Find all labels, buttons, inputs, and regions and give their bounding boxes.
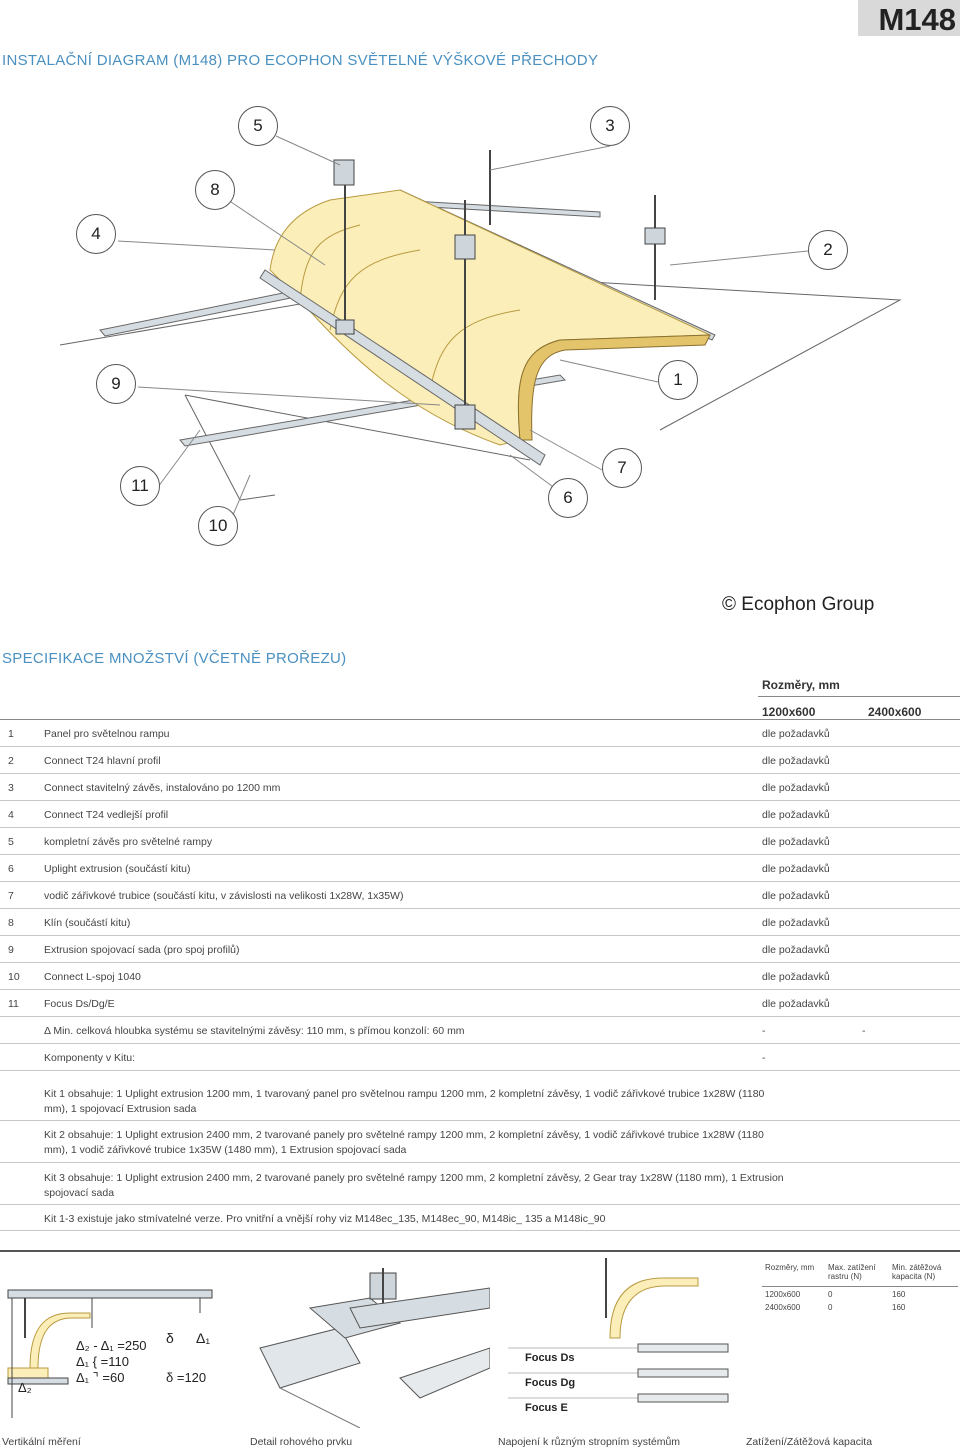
corner-detail-drawing	[250, 1268, 490, 1428]
row-value-1200: dle požadavků	[762, 782, 830, 794]
row-value-1200: -	[762, 1025, 766, 1037]
row-description: Uplight extrusion (součástí kitu)	[44, 863, 191, 875]
row-number: 1	[8, 728, 14, 740]
row-number: 8	[8, 917, 14, 929]
dimensions-header: Rozměry, mm	[762, 678, 840, 692]
row-value-1200: dle požadavků	[762, 728, 830, 740]
table-row	[0, 828, 960, 855]
callout-4: 4	[76, 214, 116, 254]
row-number: 2	[8, 755, 14, 767]
load-row-2-dim: 2400x600	[765, 1303, 801, 1312]
callout-1: 1	[658, 360, 698, 400]
delta-2-label: Δ₂	[18, 1380, 32, 1395]
table-row	[0, 747, 960, 774]
row-number: 9	[8, 944, 14, 956]
table-row	[0, 909, 960, 936]
column-header-1200x600: 1200x600	[762, 705, 816, 719]
row-number: 3	[8, 782, 14, 794]
row-value-1200: dle požadavků	[762, 755, 830, 767]
kit-1-description: Kit 1 obsahuje: 1 Uplight extrusion 1200 mm, 1 tvarovaný panel pro světelnou rampu 1200 mm, 2 kompletní závěsy, 1 vodič zářivkové trubice 1x28W (1180 mm), 1 spojovací Extrusion sada	[44, 1088, 765, 1115]
kit-divider	[0, 1162, 960, 1163]
load-row-1-min: 160	[892, 1290, 906, 1299]
row-description: Extrusion spojovací sada (pro spoj profilů)	[44, 944, 240, 956]
installation-diagram	[0, 80, 960, 640]
kit-3-description: Kit 3 obsahuje: 1 Uplight extrusion 2400 mm, 2 tvarované panely pro světelné rampy 1200 mm, 2 kompletní závěsy, 2 Gear tray 1x28W (1180 mm), 1 Extrusion spojovací sada	[44, 1172, 784, 1199]
light-ramp-panel	[260, 190, 710, 465]
row-value-1200: dle požadavků	[762, 863, 830, 875]
callout-3: 3	[590, 106, 630, 146]
row-value-2400: -	[862, 1025, 866, 1037]
row-description: Klín (součástí kitu)	[44, 917, 131, 929]
row-number: 6	[8, 863, 14, 875]
copyright-notice: © Ecophon Group	[722, 594, 875, 615]
callout-5: 5	[238, 106, 278, 146]
caption-corner-detail: Detail rohového prvku	[250, 1436, 353, 1448]
row-number: 10	[8, 971, 20, 983]
table-row	[0, 1044, 960, 1071]
row-number: 4	[8, 809, 14, 821]
focus-e-label: Focus E	[525, 1402, 568, 1414]
row-value-1200: dle požadavků	[762, 917, 830, 929]
kit-divider	[0, 1204, 960, 1205]
row-description: kompletní závěs pro světelné rampy	[44, 836, 213, 848]
caption-vertical-measurement: Vertikální měření	[2, 1436, 81, 1448]
delta-difference-equation: Δ₂ - Δ₁ =250	[76, 1338, 147, 1353]
focus-ds-label: Focus Ds	[525, 1352, 575, 1364]
callout-6: 6	[548, 478, 588, 518]
kit-2-description: Kit 2 obsahuje: 1 Uplight extrusion 2400 mm, 2 tvarované panely pro světelné rampy 1200 mm, 2 kompletní závěsy, 1 vodič zářivkové trubice 1x28W (1180 mm), 1 vodič zářivkové trubice 1x35W (1480 mm), 1 Extrusion spojovací sada	[44, 1129, 764, 1156]
row-value-1200: dle požadavků	[762, 836, 830, 848]
table-row	[0, 936, 960, 963]
load-header-dimensions: Rozměry, mm	[765, 1263, 815, 1272]
callout-2: 2	[808, 230, 848, 270]
row-description: Focus Ds/Dg/E	[44, 998, 115, 1010]
caption-load-capacity: Zatížení/Zátěžová kapacita	[746, 1436, 873, 1448]
callout-11: 11	[120, 466, 160, 506]
row-description: Connect stavitelný závěs, instalováno po 1200 mm	[44, 782, 281, 794]
row-value-1200: -	[762, 1052, 766, 1064]
callout-7: 7	[602, 448, 642, 488]
delta-small-label: δ	[166, 1330, 174, 1346]
row-description: Connect L-spoj 1040	[44, 971, 141, 983]
table-row	[0, 720, 960, 747]
delta-110-equation: Δ₁ { =110	[76, 1354, 129, 1369]
table-row	[0, 990, 960, 1017]
table-row	[0, 801, 960, 828]
load-header-max: Max. zatížení rastru (N)	[828, 1263, 876, 1281]
delta-1-label: Δ₁	[196, 1330, 211, 1346]
row-value-1200: dle požadavků	[762, 998, 830, 1010]
callout-10: 10	[198, 506, 238, 546]
bottom-section-rule	[0, 1250, 960, 1252]
load-row-2-min: 160	[892, 1303, 906, 1312]
load-row-1-max: 0	[828, 1290, 833, 1299]
table-row	[0, 855, 960, 882]
delta-60-equation: Δ₁ ⌝ =60	[76, 1370, 125, 1385]
row-description: Δ Min. celková hloubka systému se stavitelnými závěsy: 110 mm, s přímou konzolí: 60 mm	[44, 1025, 465, 1037]
table-row	[0, 963, 960, 990]
focus-dg-label: Focus Dg	[525, 1377, 576, 1389]
spec-section-title: SPECIFIKACE MNOŽSTVÍ (VČETNĚ PROŘEZU)	[2, 650, 347, 667]
kit-divider	[0, 1230, 960, 1231]
load-table-rule	[762, 1286, 958, 1287]
row-description: Connect T24 hlavní profil	[44, 755, 161, 767]
row-number: 7	[8, 890, 14, 902]
kit-divider	[0, 1120, 960, 1121]
row-value-1200: dle požadavků	[762, 944, 830, 956]
row-description: Panel pro světelnou rampu	[44, 728, 170, 740]
row-value-1200: dle požadavků	[762, 890, 830, 902]
row-value-1200: dle požadavků	[762, 809, 830, 821]
row-number: 11	[8, 998, 19, 1010]
callout-8: 8	[195, 170, 235, 210]
row-value-1200: dle požadavků	[762, 971, 830, 983]
load-row-1-dim: 1200x600	[765, 1290, 801, 1299]
delta-120-equation: δ =120	[166, 1370, 207, 1385]
row-description: vodič zářivkové trubice (součástí kitu, v závislosti na velikosti 1x28W, 1x35W)	[44, 890, 404, 902]
kit-note: Kit 1-3 existuje jako stmívatelné verze. Pro vnitřní a vnější rohy viz M148ec_135, M148ec_90, M148ic_ 135 a M148ic_90	[44, 1213, 606, 1225]
table-row	[0, 882, 960, 909]
document-code-tab	[858, 0, 960, 36]
callout-9: 9	[96, 364, 136, 404]
row-description: Komponenty v Kitu:	[44, 1052, 136, 1064]
caption-connection: Napojení k různým stropním systémům	[498, 1436, 681, 1448]
page-title: INSTALAČNÍ DIAGRAM (M148) PRO ECOPHON SVĚTELNÉ VÝŠKOVÉ PŘECHODY	[2, 52, 599, 69]
table-row	[0, 1017, 960, 1044]
dimensions-header-rule	[758, 696, 960, 697]
load-row-2-max: 0	[828, 1303, 833, 1312]
column-header-2400x600: 2400x600	[868, 705, 922, 719]
row-number: 5	[8, 836, 14, 848]
document-code: M148	[878, 2, 956, 37]
table-row	[0, 774, 960, 801]
row-description: Connect T24 vedlejší profil	[44, 809, 169, 821]
load-header-min: Min. zátěžová kapacita (N)	[892, 1263, 942, 1281]
